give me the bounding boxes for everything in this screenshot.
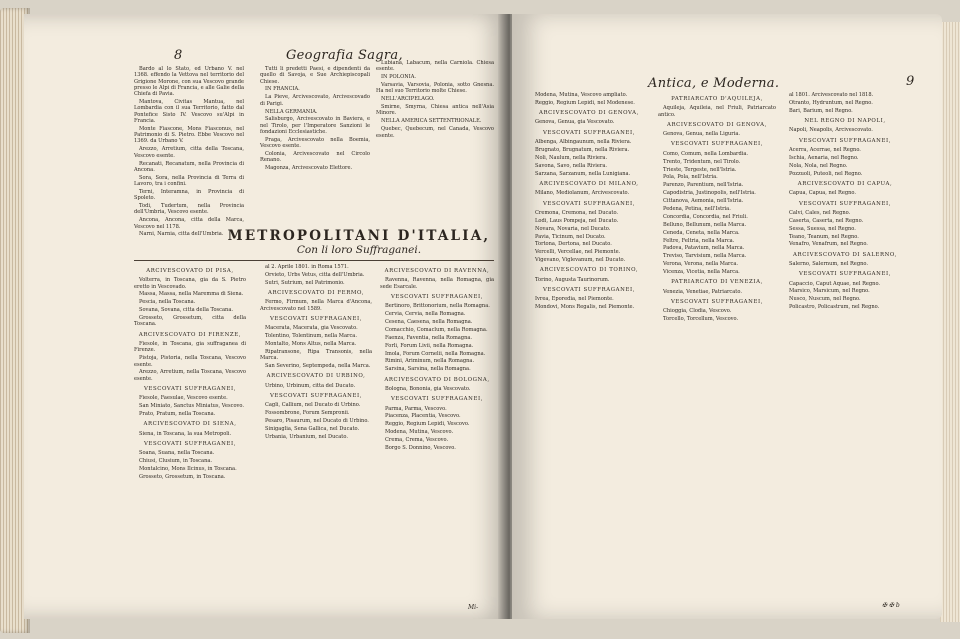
text-paragraph: Todi, Tudertum, nella Provincia dell'Umbria, Vescovo esente. (134, 203, 244, 216)
section-heading: ARCIVESCOVATO DI SIENA, (143, 421, 237, 428)
entry-paragraph: Pozzuoli, Puteoli, nel Regno. (789, 170, 863, 177)
entry-paragraph: Verona, Verona, nella Marca. (663, 261, 738, 268)
text-paragraph: Sora, Sora, nella Provincia di Terra di Lavoro, tra i confini. (134, 174, 244, 188)
entry-paragraph: Ceneda, Ceneta, nella Marca. (663, 229, 740, 236)
entry-paragraph: Prato, Pratum, nella Toscana. (139, 411, 216, 418)
section-heading: ARCIVESCOVATO DI SALERNO, (793, 251, 897, 258)
right-running-head: Antica, e Moderna. (648, 76, 780, 91)
section-heading: ARCIVESCOVATO DI PISA, (146, 268, 234, 274)
entry-paragraph: Belluno, Bellunum, nella Marca. (663, 221, 747, 228)
entry-paragraph: Aquileja, Aquileia, nel Friuli, Patriarcato antico. (658, 105, 776, 118)
right-page (512, 14, 942, 619)
entry-paragraph: Novara, Novaria, nel Ducato. (535, 225, 611, 232)
book-page-edges-right (940, 22, 960, 622)
entry-paragraph: Bari, Barium, nel Regno. (789, 107, 853, 114)
text-paragraph: NELLA AMERICA SETTENTRIONALE. (381, 118, 482, 125)
right-col-1 (530, 92, 648, 312)
section-heading: ARCIVESCOVATO DI CAPUA, (797, 180, 893, 187)
section-heading: VESCOVATI SUFFRAGANEI, (670, 141, 764, 148)
entry-paragraph: Pavia, Ticinum, nel Ducato. (535, 233, 606, 240)
section-heading: ARCIVESCOVATO DI FIRENZE, (138, 331, 242, 338)
entry-paragraph: Como, Comum, nella Lombardia. (663, 150, 749, 157)
entry-paragraph: Siena, in Toscana, la sua Metropoli. (139, 430, 232, 437)
entry-paragraph: Sutri, Sutrium, nel Patrimonio. (265, 279, 345, 286)
section-heading: VESCOVATI SUFFRAGANEI, (670, 299, 764, 306)
entry-paragraph: Sarzana, Sarzanum, nella Lunigiana. (535, 170, 631, 177)
entry-paragraph: Trieste, Tergeste, nell'Istria. (663, 166, 737, 173)
entry-paragraph: Calvi, Cales, nel Regno. (789, 209, 851, 216)
left-top-col-3 (376, 60, 494, 140)
entry-paragraph: Rimini, Ariminum, nella Romagna. (385, 358, 475, 365)
entry-paragraph: Borgo S. Donnino, Vescovo. (385, 444, 456, 451)
entry-paragraph: Fiesole, Faesulae, Vescovo esente. (139, 395, 228, 402)
section-heading: VESCOVATI SUFFRAGANEI, (542, 129, 636, 136)
entry-paragraph: Tortona, Dertona, nel Ducato. (535, 241, 612, 248)
entry-paragraph: Pesaro, Pisaurum, nel Ducato di Urbino. (265, 418, 369, 425)
right-catchword: ✠ ✠ b (882, 602, 900, 609)
entry-paragraph: Sarsina, Sarsina, nella Romagna. (385, 366, 471, 373)
text-paragraph: Narni, Narnia, citta dell'Umbria. (139, 231, 224, 238)
section-heading: PATRIARCATO DI VENEZIA, (671, 279, 763, 286)
section-heading: ARCIVESCOVATO DI BOLOGNA, (384, 376, 490, 383)
entry-paragraph: Arezzo, Arretium, nella Toscana, Vescovo esente. (134, 369, 246, 382)
entry-paragraph: al 2. Aprile 1801. in Roma 1571. (265, 264, 349, 270)
entry-paragraph: Reggio, Regium Lepidi, nel Modenese. (535, 99, 635, 106)
section-heading: VESCOVATI SUFFRAGANEI, (269, 315, 363, 322)
entry-paragraph: San Severino, Septempeda, nella Marca. (265, 363, 371, 370)
entry-paragraph: Capaccio, Caput Aquae, nel Regno. (789, 280, 881, 287)
entry-paragraph: Urbania, Urbanium, nel Ducato. (265, 433, 348, 440)
entry-paragraph: Macerata, Macerata, gia Vescovato. (265, 325, 358, 332)
entry-paragraph: Torino, Augusta Taurinorum. (535, 276, 610, 283)
entry-paragraph: Fossombrone, Forum Sempronii. (265, 410, 350, 417)
text-paragraph: Mantova, Civitas Mantua, nel Lombardia con il sua Territorio, fatto dal Pontefice Sisto IV. Vescovo su'Alpi in Francia. (134, 99, 244, 124)
entry-paragraph: Forli, Forum Livii, nella Romagna. (385, 342, 474, 349)
entry-paragraph: Cesena, Caesena, nella Romagna. (385, 318, 473, 325)
left-page-number: 8 (174, 48, 183, 63)
entry-paragraph: Napoli, Neapolis, Arcivescovato. (789, 127, 873, 134)
entry-paragraph: Montalto, Mons Altus, nella Marca. (265, 341, 357, 348)
text-paragraph: Salisburgo, Arcivescovato in Baviera, e nel Tirolo, per l'Imperatore Sanzioni le fondazioni Ecclesiastiche. (260, 116, 370, 136)
entry-paragraph: Reggio, Regium Lepidi, Vescovo. (385, 421, 470, 428)
entry-paragraph: Vercelli, Vercellae, nel Piemonte. (535, 249, 621, 256)
entry-paragraph: Grosseto, Grossetum, in Toscana. (139, 473, 226, 480)
entry-paragraph: Urbino, Urbinum, citta del Ducato. (265, 382, 356, 389)
entry-paragraph: Parma, Parma, Vescovo. (385, 405, 447, 412)
entry-paragraph: Massa, Massa, nella Maremma di Siena. (139, 291, 244, 298)
entry-paragraph: Bertinoro, Brittonorium, nella Romagna. (385, 303, 490, 310)
entry-paragraph: Policastro, Policastrum, nel Regno. (789, 304, 880, 311)
section-title: METROPOLITANI D'ITALIA, (227, 228, 491, 244)
section-heading: NEL REGNO DI NAPOLI, (804, 118, 886, 125)
entry-paragraph: Capodistria, Justinopolis, nell'Istria. (663, 190, 756, 197)
entry-paragraph: Feltre, Feltria, nella Marca. (663, 237, 735, 244)
text-paragraph: IN POLONIA. (381, 74, 417, 81)
entry-paragraph: Lodi, Laus Pompeja, nel Ducato. (535, 217, 619, 224)
entry-paragraph: Pistoja, Pistoria, nella Toscana, Vescovo esente. (134, 355, 246, 368)
entry-paragraph: Brugnato, Brugnatum, nella Riviera. (535, 146, 630, 153)
text-paragraph: Varsavia, Varsovia, Polonia, sotto Gnesna. Ha nel suo Territorio molte Chiese. (376, 82, 494, 95)
text-paragraph: Magonza, Arcivescovato Elettore. (265, 165, 353, 172)
entry-paragraph: Milano, Mediolanum, Arcivescovato. (535, 190, 630, 197)
text-paragraph: Praga, Arcivescovato nella Boemia, Vescovo esente. (260, 136, 370, 150)
entry-paragraph: Montalcino, Mons Ilcinus, in Toscana. (139, 466, 237, 473)
entry-paragraph: Fermo, Firmum, nella Marca d'Ancona, Arcivescovato nel 1589. (260, 299, 372, 312)
entry-paragraph: Faenza, Faventia, nella Romagna. (385, 334, 473, 341)
section-heading: VESCOVATI SUFFRAGANEI, (798, 200, 892, 207)
section-heading: VESCOVATI SUFFRAGANEI, (542, 287, 636, 294)
entry-paragraph: Savona, Savo, nella Riviera. (535, 162, 608, 169)
section-heading: VESCOVATI SUFFRAGANEI, (390, 396, 484, 403)
entry-paragraph: Crema, Crema, Vescovo. (385, 437, 449, 444)
section-heading: VESCOVATI SUFFRAGANEI, (143, 386, 237, 393)
entry-paragraph: Mondovi, Mons Regalis, nel Piemonte. (535, 304, 635, 311)
section-heading: ARCIVESCOVATO DI URBINO, (266, 373, 366, 380)
entry-paragraph: San Miniato, Sanctus Miniatus, Vescovo. (139, 403, 244, 410)
text-paragraph: Recanati, Recanatum, nella Provincia di Ancona. (134, 160, 244, 173)
entry-paragraph: Parenzo, Parentium, nell'Istria. (663, 182, 744, 189)
left-top-col-2 (260, 66, 370, 173)
section-heading: VESCOVATI SUFFRAGANEI, (798, 137, 892, 144)
text-paragraph: Monte Fiascone, Mons Fiasconus, nel Patrimonio di S. Pietro. Ebbe Vescovo nel 1369. da Urbano V. (134, 125, 244, 145)
entry-paragraph: Soana, Suana, nella Toscana. (139, 450, 215, 457)
entry-paragraph: Padova, Patavium, nella Marca. (663, 245, 745, 252)
entry-paragraph: Comacchio, Comaclum, nella Romagna. (385, 326, 488, 333)
section-heading: ARCIVESCOVATO DI GENOVA, (666, 121, 767, 128)
entry-paragraph: Teano, Teanum, nel Regno. (789, 233, 859, 240)
entry-paragraph: Salerno, Salernum, nel Regno. (789, 260, 868, 267)
entry-paragraph: Sovana, Sovana, citta della Toscana. (139, 307, 233, 314)
entry-paragraph: Pedena, Petina, nell'Istria. (663, 206, 731, 213)
left-page (24, 14, 510, 619)
entry-paragraph: Grosseto, Grossetum, citta della Toscana. (134, 315, 246, 328)
entry-paragraph: Chiusi, Clusium, in Toscana. (139, 458, 213, 465)
entry-paragraph: Pola, Pola, nell'Istria. (663, 174, 718, 181)
entry-paragraph: Venezia, Venetiae, Patriarcato. (663, 288, 742, 295)
entry-paragraph: Cittanova, Aemonia, nell'Istria. (663, 198, 744, 205)
text-paragraph: IN FRANCIA. (265, 86, 300, 93)
right-page-number: 9 (906, 74, 915, 89)
text-paragraph: Lubiana, Labacum, nella Carniola. Chiesa esente. (376, 60, 494, 73)
text-paragraph: Tutti li predetti Paesi, e dipendenti da quello di Savoja, e Sue Archiepiscopali Chiese. (260, 66, 370, 85)
entry-paragraph: Concordia, Concordia, nel Friuli. (663, 213, 748, 220)
left-col-2 (260, 264, 372, 442)
entry-paragraph: Chioggia, Clodia, Vescovo. (663, 308, 732, 315)
text-paragraph: Bardo al lo Stato, ed Urbano V. nel 1368. effendo la Vettova nel territorio del Grigione Morone, con sua Vescovo grande presso le Alpi di Francia, e alle Galie della Chiefa di Pavia. (134, 66, 244, 98)
section-heading: VESCOVATI SUFFRAGANEI, (542, 200, 636, 207)
entry-paragraph: Orvieto, Urbs Vetus, citta dell'Umbria. (265, 271, 365, 278)
text-paragraph: Ancona, Ancona, citta della Marca, Vescovo nel 1178. (134, 217, 244, 230)
entry-paragraph: Genova, Genua, gia Vescovato. (535, 119, 615, 126)
section-heading: ARCIVESCOVATO DI FERMO, (267, 290, 365, 297)
entry-paragraph: Sinigaglia, Sena Gallica, nel Ducato. (265, 425, 360, 432)
text-paragraph: Quebec, Quebecum, nel Canada, Vescovo esente. (376, 126, 494, 139)
left-col-3 (380, 264, 494, 453)
title-rule (134, 260, 494, 261)
entry-paragraph: Caserta, Caserta, nel Regno. (789, 217, 864, 224)
entry-paragraph: Genova, Genua, nella Liguria. (663, 131, 740, 138)
section-heading: VESCOVATI SUFFRAGANEI, (143, 440, 237, 447)
entry-paragraph: Ivrea, Eporedia, nel Piemonte. (535, 296, 614, 303)
section-subtitle: Con li loro Suffraganei. (296, 244, 422, 256)
left-catchword: Mi- (468, 604, 479, 611)
section-heading: ARCIVESCOVATO DI GENOVA, (538, 110, 639, 117)
entry-paragraph: Capua, Capua, nel Regno. (789, 190, 857, 197)
entry-paragraph: Trento, Tridentum, nel Tirolo. (663, 158, 741, 165)
entry-paragraph: Modena, Mutina, Vescovo ampliato. (535, 92, 628, 98)
entry-paragraph: Acerra, Acerrae, nel Regno. (789, 146, 861, 153)
entry-paragraph: Ischia, Aenaria, nel Regno. (789, 154, 859, 161)
left-running-head: Geografia Sagra, (286, 48, 403, 63)
entry-paragraph: Nola, Nola, nel Regno. (789, 162, 848, 169)
text-paragraph: NELL'ARCIPELAGO. (381, 96, 435, 103)
entry-paragraph: Bologna, Bononia, gia Vescovato. (385, 385, 471, 392)
entry-paragraph: Venafro, Venafrum, nel Regno. (789, 241, 868, 248)
entry-paragraph: Sessa, Suessa, nel Regno. (789, 225, 856, 232)
text-paragraph: Smirne, Smyrna, Chiesa antica nell'Asia Minore. (376, 104, 494, 117)
entry-paragraph: Cremona, Cremona, nel Ducato. (535, 209, 619, 216)
entry-paragraph: Tolentino, Tolentinum, nella Marca. (265, 333, 357, 340)
text-paragraph: La Pieve, Arcivescovato, Arcivescovado di Parigi. (260, 94, 370, 107)
entry-paragraph: Imola, Forum Cornelii, nella Romagna. (385, 350, 486, 357)
section-heading: ARCIVESCOVATO DI TORINO, (539, 267, 639, 274)
entry-paragraph: Volterra, in Toscana, gia da S. Pietro eretto in Vescovado. (134, 277, 246, 290)
entry-paragraph: Torcello, Torcellum, Vescovo. (663, 316, 739, 323)
entry-paragraph: Albenga, Albingaunum, nella Riviera. (535, 139, 632, 146)
entry-paragraph: Piacenza, Placentia, Vescovo. (385, 413, 461, 420)
entry-paragraph: Fiesole, in Toscana, gia suffraganea di Firenze. (134, 341, 246, 354)
section-heading: ARCIVESCOVATO DI RAVENNA, (384, 268, 490, 274)
entry-paragraph: Modena, Mutina, Vescovo. (385, 429, 454, 436)
entry-paragraph: Noli, Naulum, nella Riviera. (535, 154, 608, 161)
entry-paragraph: Otranto, Hydruntum, nel Regno. (789, 99, 873, 106)
entry-paragraph: Treviso, Tarvisium, nella Marca. (663, 253, 747, 260)
right-col-2 (658, 92, 776, 324)
text-paragraph: Arezzo, Arretium, citta della Toscana, Vescovo esente. (134, 146, 244, 159)
entry-paragraph: Pescia, nella Toscana. (139, 299, 196, 306)
entry-paragraph: Nusco, Nuscum, nel Regno. (789, 296, 861, 303)
section-heading: PATRIARCATO D'AQUILEJA, (671, 96, 763, 102)
left-top-col-1 (134, 66, 244, 239)
right-col-3 (784, 92, 906, 312)
entry-paragraph: Vicenza, Vicetia, nella Marca. (663, 269, 740, 276)
section-heading: ARCIVESCOVATO DI MILANO, (539, 180, 639, 187)
section-heading: VESCOVATI SUFFRAGANEI, (390, 293, 484, 300)
text-paragraph: Colonia, Arcivescovato nel Circolo Renano. (260, 151, 370, 164)
left-col-1 (134, 264, 246, 482)
entry-paragraph: al 1801. Arcivescovato nel 1818. (789, 92, 874, 98)
text-paragraph: Terni, Interamna, in Provincia di Spoleto. (134, 188, 244, 202)
entry-paragraph: Ravenna, Ravenna, nella Romagna, gia sede Esarcale. (380, 277, 494, 290)
entry-paragraph: Cagli, Callium, nel Ducato di Urbino. (265, 402, 361, 409)
entry-paragraph: Cervia, Cervia, nella Romagna. (385, 311, 466, 318)
text-paragraph: NELLA GERMANIA. (265, 108, 318, 115)
section-heading: VESCOVATI SUFFRAGANEI, (798, 271, 892, 278)
section-heading: VESCOVATI SUFFRAGANEI, (269, 393, 363, 400)
entry-paragraph: Ripatransone, Ripa Transonis, nella Marca. (260, 348, 372, 362)
entry-paragraph: Marsico, Marsicum, nel Regno. (789, 288, 870, 295)
entry-paragraph: Vigevano, Viglevanum, nel Ducato. (535, 257, 626, 264)
